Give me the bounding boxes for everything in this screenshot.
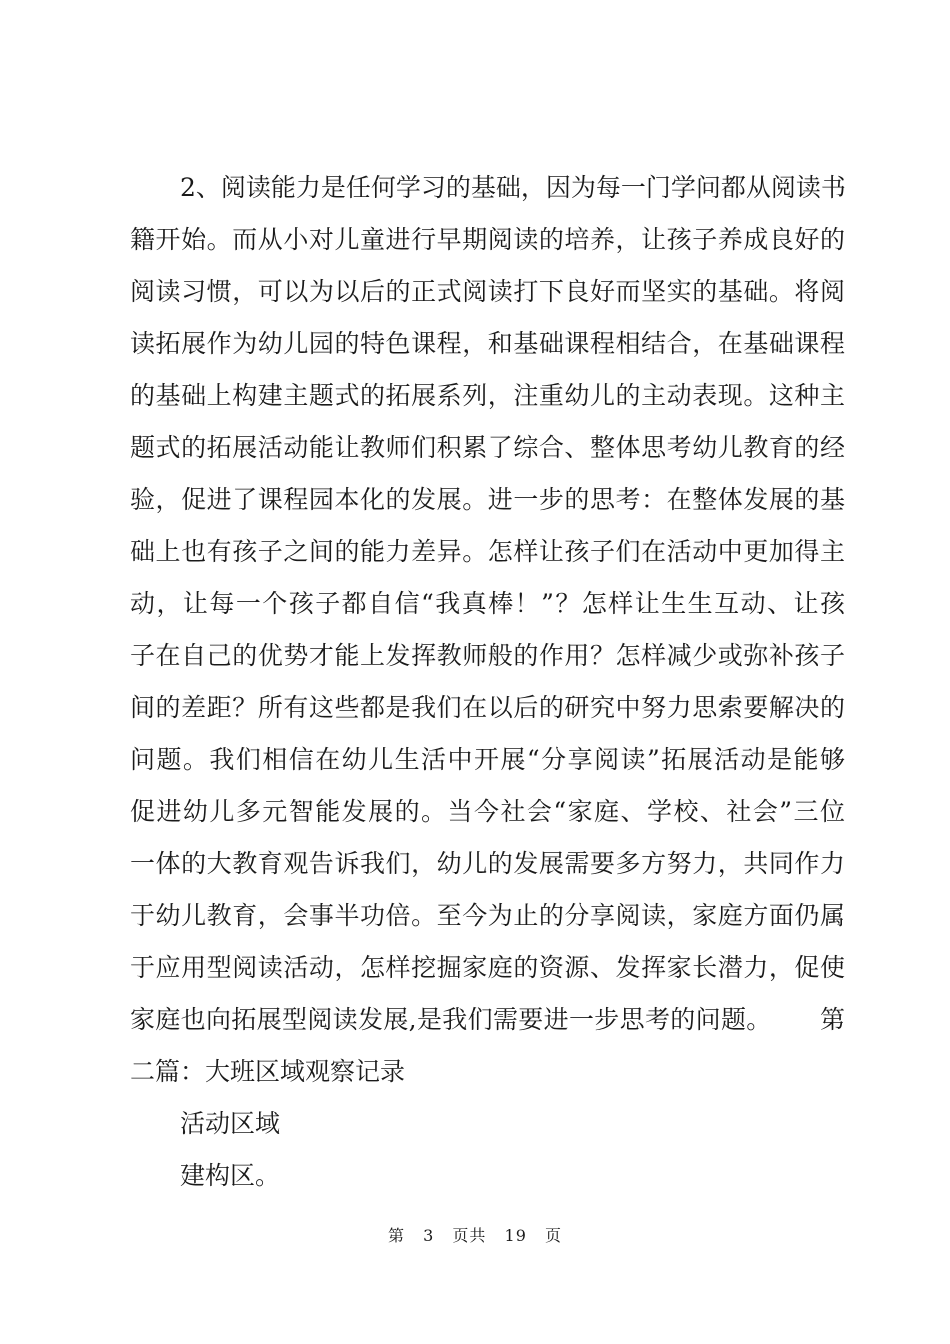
page-footer xyxy=(0,1224,950,1248)
paragraph-line: 促进幼儿多元智能发展的。当今社会“家庭、学校、社会”三位 xyxy=(130,797,845,826)
paragraph-line: 子在自己的优势才能上发挥教师般的作用？怎样减少或弥补孩子 xyxy=(130,641,845,670)
section-heading-start: 第 xyxy=(819,1005,845,1034)
section-heading: 二篇：大班区域观察记录 xyxy=(130,1057,406,1086)
paragraph-line: 题式的拓展活动能让教师们积累了综合、整体思考幼儿教育的经 xyxy=(130,433,845,462)
paragraph-line-with-heading-start xyxy=(130,994,845,1046)
footer-page-label: 第 xyxy=(388,1226,406,1245)
paragraph-line-end: 家庭也向拓展型阅读发展,是我们需要进一步思考的问题。 xyxy=(130,1005,772,1034)
footer-current-page: 3 xyxy=(423,1226,435,1245)
paragraph-line: 验，促进了课程园本化的发展。进一步的思考：在整体发展的基 xyxy=(130,485,845,514)
document-body xyxy=(130,162,845,1202)
paragraph-line: 一体的大教育观告诉我们，幼儿的发展需要多方努力，共同作力 xyxy=(130,849,845,878)
paragraph-line: 间的差距？所有这些都是我们在以后的研究中努力思索要解决的 xyxy=(130,693,845,722)
paragraph-line: 读拓展作为幼儿园的特色课程，和基础课程相结合，在基础课程 xyxy=(130,329,845,358)
paragraph-line: 的基础上构建主题式的拓展系列，注重幼儿的主动表现。这种主 xyxy=(130,381,845,410)
paragraph-line: 动，让每一个孩子都自信“我真棒！”？怎样让生生互动、让孩 xyxy=(130,589,845,618)
footer-of-label: 页共 xyxy=(452,1226,487,1245)
footer-total-pages: 19 xyxy=(504,1226,527,1245)
paragraph-line: 问题。我们相信在幼儿生活中开展“分享阅读”拓展活动是能够 xyxy=(130,745,845,774)
activity-area-label: 活动区域 xyxy=(180,1109,281,1138)
paragraph-line: 籍开始。而从小对儿童进行早期阅读的培养，让孩子养成良好的 xyxy=(130,225,845,254)
activity-area-value: 建构区。 xyxy=(180,1161,281,1190)
paragraph-line: 于幼儿教育，会事半功倍。至今为止的分享阅读，家庭方面仍属 xyxy=(130,901,845,930)
paragraph-line: 于应用型阅读活动，怎样挖掘家庭的资源、发挥家长潜力，促使 xyxy=(130,953,845,982)
paragraph-line: 2、阅读能力是任何学习的基础，因为每一门学问都从阅读书 xyxy=(180,173,846,202)
paragraph-line: 阅读习惯，可以为以后的正式阅读打下良好而坚实的基础。将阅 xyxy=(130,277,845,306)
footer-end-label: 页 xyxy=(544,1226,562,1245)
paragraph-line: 础上也有孩子之间的能力差异。怎样让孩子们在活动中更加得主 xyxy=(130,537,845,566)
